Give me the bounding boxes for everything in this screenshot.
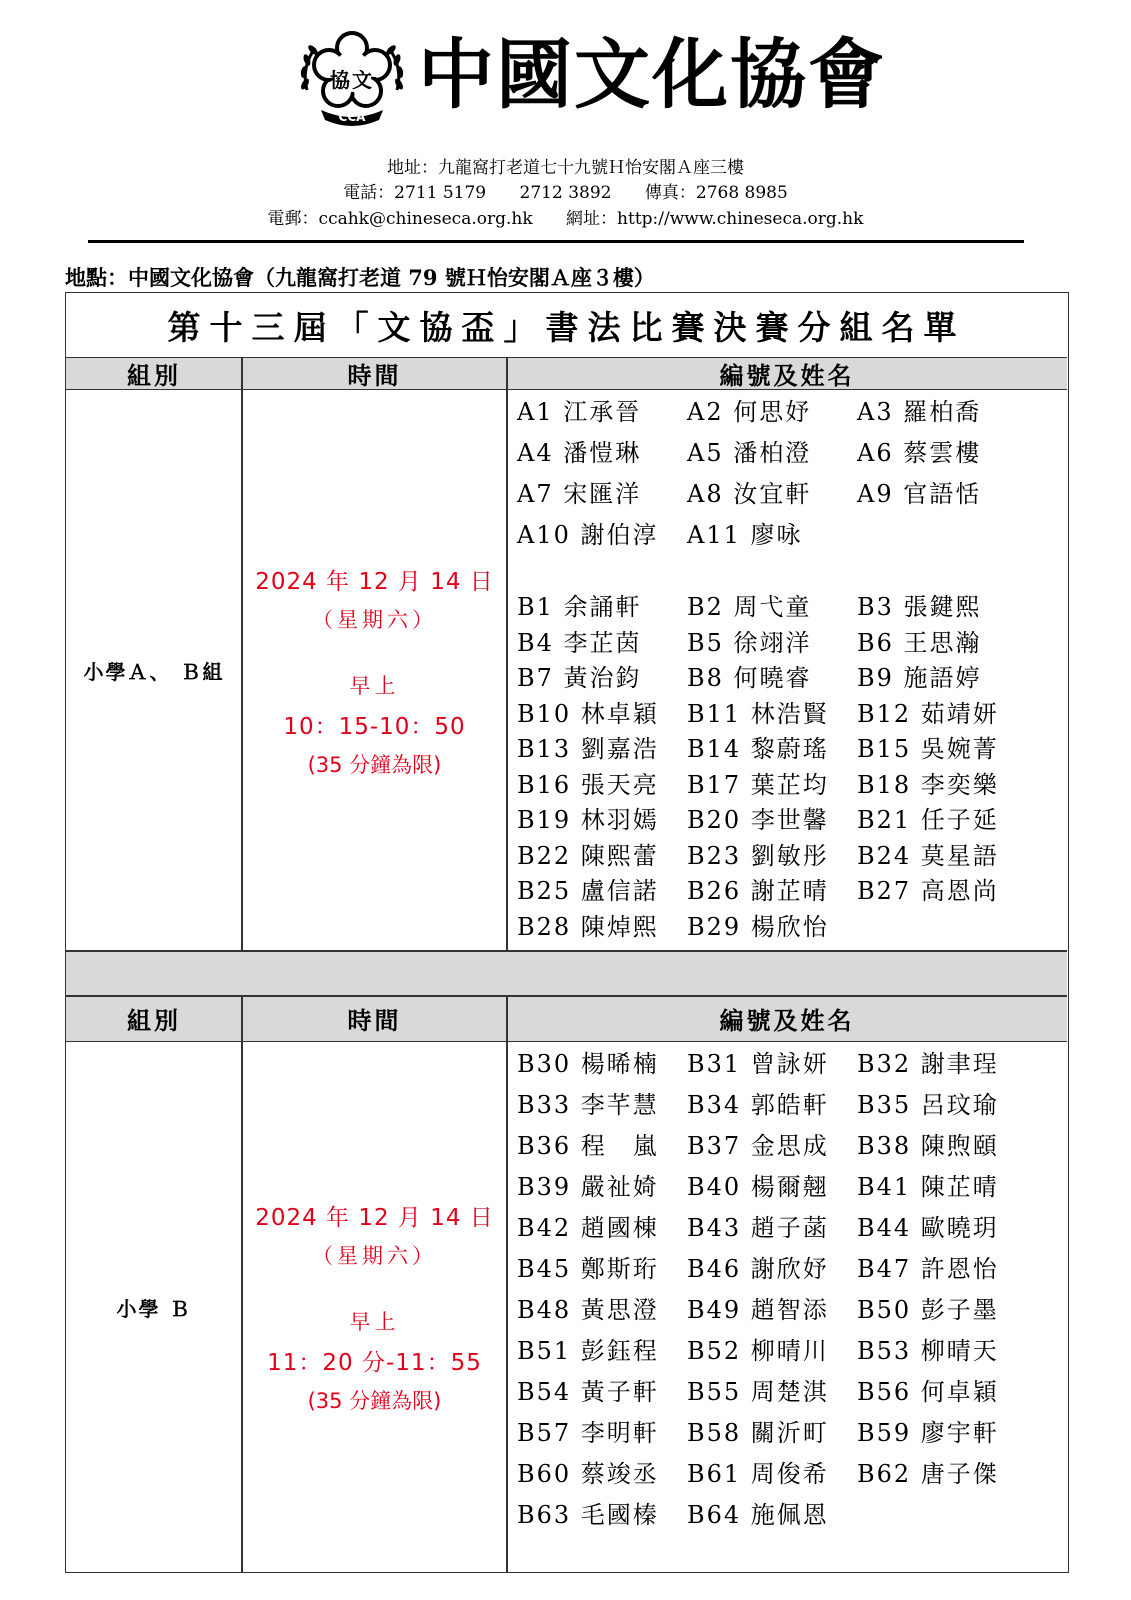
entry-name: B3 張鍵熙 — [857, 593, 982, 621]
header-divider — [88, 240, 1024, 243]
entry-name: B31 曾詠妍 — [687, 1050, 829, 1078]
logo-seal-text: 協文 — [330, 68, 374, 92]
session-1-date: 2024 年 12 月 14 日 — [255, 568, 494, 595]
entry-name: A6 蔡雲樓 — [857, 439, 982, 467]
entry-name: B58 關沂町 — [687, 1419, 829, 1447]
entry-name: B16 張天亮 — [517, 770, 659, 799]
entry-name: B50 彭子墨 — [857, 1296, 999, 1324]
entry-name: B41 陳芷晴 — [857, 1173, 999, 1201]
entry-name: B11 林浩賢 — [687, 699, 829, 728]
email: 電郵：ccahk@chineseca.org.hk — [267, 209, 533, 229]
letterhead — [0, 22, 1131, 132]
entry-name: B34 郭皓軒 — [687, 1091, 829, 1119]
entry-name: B21 任子延 — [857, 806, 999, 834]
fax: 傳真：2768 8985 — [644, 183, 788, 203]
session-1-weekday: （星期六） — [312, 607, 437, 632]
schedule-table — [65, 292, 1069, 1573]
entry-name: B14 黎蔚瑤 — [687, 735, 829, 763]
entry-name: B4 李芷茵 — [517, 628, 642, 657]
entry-name: A5 潘柏澄 — [687, 439, 812, 467]
entry-name: B22 陳熙蕾 — [517, 841, 659, 870]
session-1-time — [242, 390, 507, 951]
entry-name: A7 宋匯洋 — [517, 480, 642, 508]
venue-line: 地點：中國文化協會（九龍窩打老道 79 號Ｈ怡安閣Ａ座３樓） — [65, 265, 655, 290]
entry-name: A3 羅柏喬 — [857, 398, 982, 426]
session-2-date: 2024 年 12 月 14 日 — [255, 1205, 494, 1231]
session-1-ampm: 早上 — [349, 673, 400, 698]
entry-name: A4 潘愷琳 — [517, 439, 642, 467]
entry-name: B36 程 嵐 — [517, 1132, 659, 1160]
entry-name: B42 趙國棟 — [517, 1214, 659, 1242]
entry-name: B62 唐子傑 — [857, 1460, 999, 1488]
entry-name: A1 江承晉 — [517, 398, 642, 426]
entry-name: B60 蔡竣丞 — [517, 1460, 659, 1488]
entry-name: B35 呂玟瑜 — [857, 1091, 999, 1119]
session-1-group: 小學Ａ、 Ｂ組 — [83, 660, 225, 684]
entry-name: B12 茹靖妍 — [857, 699, 999, 728]
entry-name: B52 柳晴川 — [687, 1337, 829, 1365]
entry-name: B48 黃思澄 — [517, 1296, 659, 1324]
entry-name: B59 廖宇軒 — [857, 1419, 999, 1447]
entry-name: B57 李明軒 — [517, 1419, 659, 1447]
session-1-entries — [507, 390, 1067, 951]
session-2-range: 11：20 分-11：55 — [267, 1350, 482, 1376]
entry-name: B19 林羽嫣 — [517, 806, 659, 834]
entry-name: B63 毛國榛 — [517, 1501, 659, 1529]
phone-line — [0, 178, 1131, 203]
entry-name: B23 劉敏彤 — [687, 841, 829, 870]
entry-name: B46 謝欣妤 — [687, 1255, 829, 1283]
column-header-names: 編號及姓名 — [507, 358, 1067, 390]
entry-name: B28 陳焯熙 — [517, 912, 659, 941]
entry-name: B1 余誦軒 — [517, 593, 642, 621]
column-header-names-2: 編號及姓名 — [507, 996, 1067, 1042]
session-2-limit: (35 分鐘為限) — [307, 1389, 442, 1413]
entry-name: B24 莫星語 — [857, 841, 999, 870]
address: 地址：九龍窩打老道七十九號Ｈ怡安閣Ａ座三樓 — [387, 158, 744, 178]
entry-name: A11 廖咏 — [687, 521, 803, 549]
session-1-limit: (35 分鐘為限) — [307, 752, 442, 777]
organization-name: 中國文化協會 — [418, 30, 886, 119]
entry-name: B17 葉芷均 — [687, 770, 829, 799]
email-line — [0, 204, 1131, 229]
table-title: 第十三屆「文協盃」書法比賽決賽分組名單 — [66, 293, 1067, 358]
entry-name: B26 謝芷晴 — [687, 877, 829, 905]
entry-name: B29 楊欣怡 — [687, 912, 829, 941]
entry-name: B2 周弋童 — [687, 593, 812, 621]
session-1-range: 10：15-10：50 — [283, 713, 466, 740]
section-spacer — [66, 951, 1067, 996]
entry-name: B15 吳婉菁 — [857, 735, 999, 763]
entry-name: B43 趙子菡 — [687, 1214, 829, 1242]
entry-name: B49 趙智添 — [687, 1296, 829, 1324]
entry-name: B7 黃治鈞 — [517, 664, 642, 692]
column-header-group-2: 組別 — [66, 996, 242, 1042]
entry-name: B56 何卓穎 — [857, 1378, 999, 1406]
entry-name: B9 施語婷 — [857, 664, 982, 692]
phone-2: 2712 3892 — [519, 183, 612, 203]
entry-name: B64 施佩恩 — [687, 1501, 829, 1529]
session-2-group: 小學 Ｂ — [116, 1296, 192, 1321]
entry-name: A8 汝宜軒 — [687, 480, 812, 508]
entry-name: B38 陳煦頤 — [857, 1132, 999, 1160]
entry-name: A2 何思妤 — [687, 398, 812, 426]
entry-name: B37 金思成 — [687, 1132, 829, 1160]
session-2-entries — [507, 1042, 1067, 1572]
column-header-time: 時間 — [242, 358, 507, 390]
address-line — [0, 153, 1131, 178]
entry-name: B61 周俊希 — [687, 1460, 829, 1488]
entry-name: B32 謝聿珵 — [857, 1050, 999, 1078]
entry-name: B39 嚴祉婍 — [517, 1173, 659, 1201]
entry-name: B55 周楚淇 — [687, 1378, 829, 1406]
entry-name: B47 許恩怡 — [857, 1255, 999, 1283]
session-2-weekday: （星期六） — [312, 1244, 437, 1268]
entry-name: B44 歐曉玥 — [857, 1214, 999, 1242]
session-2-time — [242, 1042, 507, 1572]
entry-name: B30 楊晞楠 — [517, 1050, 659, 1078]
entry-name: B18 李奕樂 — [857, 770, 999, 799]
logo-caption: CCA — [338, 110, 366, 124]
entry-name: B6 王思瀚 — [857, 628, 982, 657]
entry-name: B53 柳晴天 — [857, 1337, 999, 1365]
column-header-time-2: 時間 — [242, 996, 507, 1042]
entry-name: B51 彭鈺程 — [517, 1337, 659, 1365]
entry-name: B10 林卓穎 — [517, 699, 659, 728]
entry-name: B54 黃子軒 — [517, 1378, 659, 1406]
entry-name: B8 何曉睿 — [687, 664, 812, 692]
entry-name: A10 謝伯淳 — [517, 521, 659, 549]
entry-name: A9 官語恬 — [857, 480, 982, 508]
entry-name: B45 鄭斯珩 — [517, 1255, 659, 1283]
entry-name: B40 楊爾翹 — [687, 1173, 829, 1201]
entry-name: B27 高恩尚 — [857, 877, 999, 905]
entry-name: B13 劉嘉浩 — [517, 735, 659, 763]
session-2-ampm: 早上 — [349, 1310, 400, 1334]
phone: 電話：2711 5179 — [343, 183, 487, 203]
entry-name: B5 徐翊洋 — [687, 628, 812, 657]
column-header-group: 組別 — [66, 358, 242, 390]
website: 網址：http://www.chineseca.org.hk — [566, 209, 864, 229]
entry-name: B25 盧信諾 — [517, 877, 659, 905]
entry-name: B33 李芊慧 — [517, 1091, 659, 1119]
entry-name: B20 李世馨 — [687, 806, 829, 834]
